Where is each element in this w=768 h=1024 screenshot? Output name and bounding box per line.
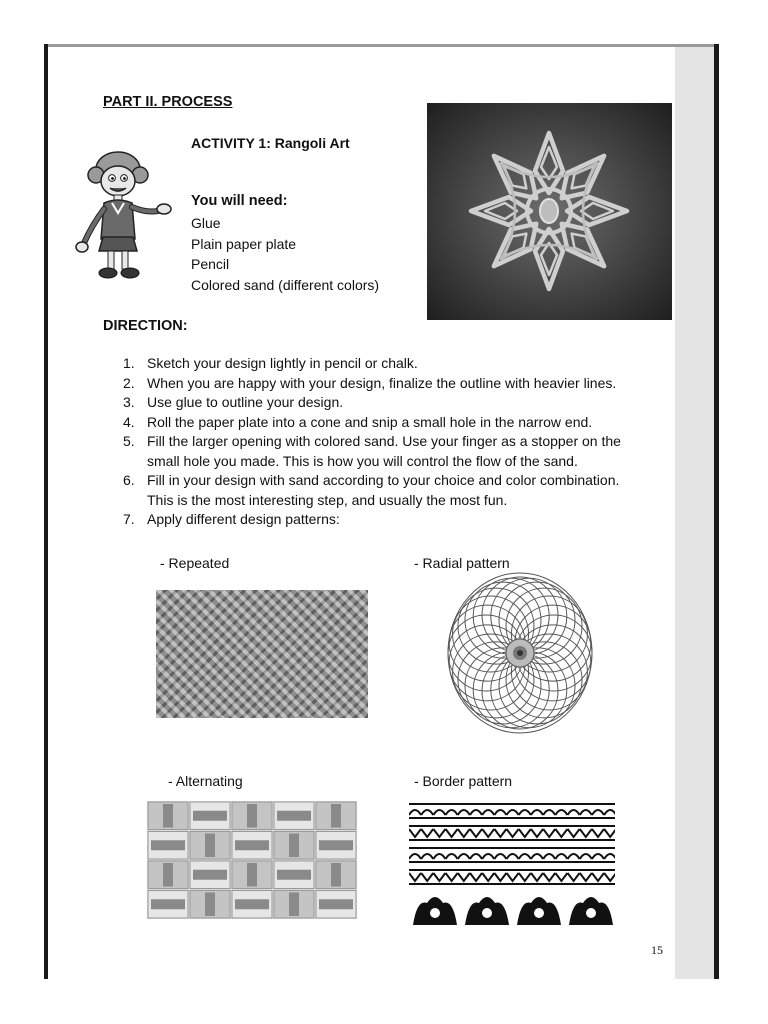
alternating-tile <box>274 832 314 860</box>
repeated-pattern-image <box>156 590 368 718</box>
border-motif <box>569 897 613 925</box>
direction-heading: DIRECTION: <box>103 318 188 334</box>
border-band <box>409 803 615 819</box>
material-item: Pencil <box>191 256 230 272</box>
material-item: Colored sand (different colors) <box>191 276 380 293</box>
step-number: 7. <box>123 511 135 527</box>
alternating-tile <box>148 832 188 860</box>
step-text: Roll the paper plate into a cone and snip a small hole in the narrow end. <box>147 413 593 430</box>
border-pattern-image <box>409 799 615 927</box>
cartoon-girl-presenting-icon <box>74 147 180 282</box>
material-item: Plain paper plate <box>191 235 297 252</box>
step-item <box>123 354 663 374</box>
border-band <box>409 847 615 863</box>
alternating-tile <box>316 832 356 860</box>
step-item <box>123 510 663 530</box>
border-band <box>409 825 615 841</box>
step-number: 5. <box>123 433 135 449</box>
alternating-tile <box>232 832 272 860</box>
step-text: Fill the larger opening with colored sand. Use your finger as a stopper on the <box>147 433 621 449</box>
material-item: Glue <box>191 215 221 231</box>
page-right-border <box>714 44 719 979</box>
alternating-pattern-label: - Alternating <box>168 773 243 789</box>
alternating-tile <box>232 891 272 919</box>
step-text: Sketch your design lightly in pencil or chalk. <box>147 355 418 371</box>
border-pattern-label: - Border pattern <box>414 773 513 789</box>
alternating-tile <box>232 802 272 830</box>
step-number: 4. <box>123 413 135 430</box>
alternating-tile <box>148 891 188 919</box>
part-title: PART II. PROCESS <box>103 94 233 110</box>
document-page <box>48 47 675 979</box>
border-motif <box>517 897 561 925</box>
radial-pattern-image <box>444 565 596 735</box>
direction-steps <box>123 354 663 530</box>
step-text: small hole you made. This is how you will control the flow of the sand. <box>147 452 578 469</box>
alternating-tile <box>274 861 314 889</box>
alternating-tile <box>148 802 188 830</box>
rangoli-flower-photo <box>427 103 672 320</box>
step-text: When you are happy with your design, finalize the outline with heavier lines. <box>147 374 617 391</box>
alternating-tile <box>190 891 230 919</box>
alternating-tile <box>316 891 356 919</box>
step-number: 3. <box>123 394 135 410</box>
alternating-tile <box>316 861 356 889</box>
step-number: 1. <box>123 355 135 371</box>
alternating-tile <box>148 861 188 889</box>
border-motif <box>413 897 457 925</box>
alternating-tile <box>274 891 314 919</box>
border-band <box>409 869 615 885</box>
alternating-tile <box>190 802 230 830</box>
step-item <box>123 432 663 471</box>
step-item <box>123 471 663 510</box>
step-text: Apply different design patterns: <box>147 511 340 527</box>
rangoli-design <box>427 103 672 320</box>
activity-title: ACTIVITY 1: Rangoli Art <box>191 135 350 151</box>
step-text: This is the most interesting step, and usually the most fun. <box>147 491 508 508</box>
step-number: 6. <box>123 472 135 488</box>
alternating-tile <box>190 832 230 860</box>
page-number: 15 <box>651 943 663 957</box>
alternating-tile <box>232 861 272 889</box>
alternating-tile <box>190 861 230 889</box>
alternating-tile <box>274 802 314 830</box>
alternating-pattern-image <box>147 801 357 919</box>
step-number: 2. <box>123 374 135 391</box>
materials-list <box>191 213 379 295</box>
step-text: Use glue to outline your design. <box>147 394 344 410</box>
border-motif <box>465 897 509 925</box>
step-item <box>123 374 663 394</box>
scroll-gutter[interactable] <box>675 47 714 979</box>
materials-heading: You will need: <box>191 193 288 209</box>
step-item <box>123 413 663 433</box>
radial-pattern-label: - Radial pattern <box>414 555 510 571</box>
step-item <box>123 393 663 413</box>
alternating-tile <box>316 802 356 830</box>
step-text: Fill in your design with sand according to your choice and color combination. <box>147 472 620 488</box>
repeated-pattern-label: - Repeated <box>160 555 230 571</box>
